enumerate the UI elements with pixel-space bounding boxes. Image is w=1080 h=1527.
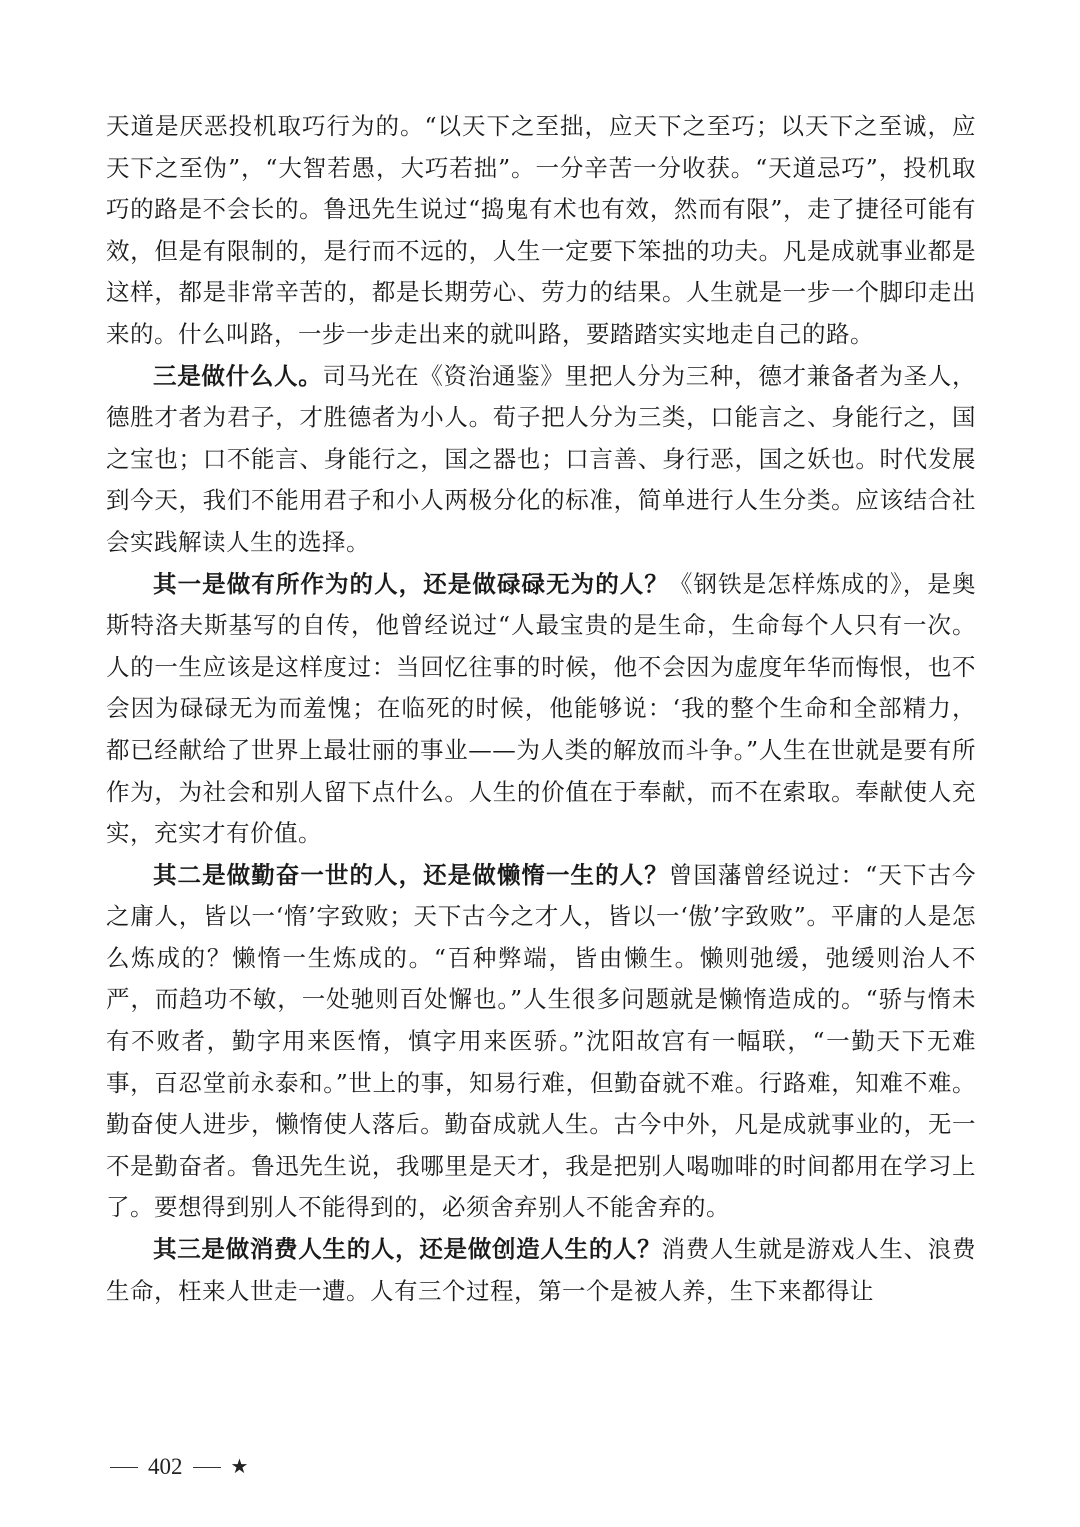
paragraph-text: 曾国藩曾经说过：“天下古今之庸人，皆以一‘惰’字致败；天下古今之才人，皆以一‘傲’字致败”。平庸的人是怎么炼成的？懒惰一生炼成的。“百种弊端，皆由懒生。懒则弛缓，弛缓则治人不严，而趋功不敏，一处驰则百处懈也。”人生很多问题就是懒惰造成的。“骄与惰未有不败者，勤字用来医惰，慎字用来医骄。”沈阳故宫有一幅联，“一勤天下无难事，百忍堂前永泰和。”世上的事，知易行难，但勤奋就不难。行路难，知难不难。勤奋使人进步，懒惰使人落后。勤奋成就人生。古今中外，凡是成就事业的，无一不是勤奋者。鲁迅先生说，我哪里是天才，我是把别人喝咖啡的时间都用在学习上了。要想得到别人不能得到的，必须舍弃别人不能舍弃的。 <box>106 860 977 1222</box>
paragraph-heading: 其二是做勤奋一世的人，还是做懒惰一生的人？ <box>153 860 669 889</box>
footer-dash-right <box>193 1467 221 1468</box>
paragraph-2 <box>106 356 976 564</box>
paragraph-1 <box>106 106 976 356</box>
paragraph-heading: 三是做什么人。 <box>153 361 323 390</box>
paragraph-text: 天道是厌恶投机取巧行为的。“以天下之至拙，应天下之至巧；以天下之至诚，应天下之至伪”，“大智若愚，大巧若拙”。一分辛苦一分收获。“天道忌巧”，投机取巧的路是不会长的。鲁迅先生说过“捣鬼有术也有效，然而有限”，走了捷径可能有效，但是有限制的，是行而不远的，人生一定要下笨拙的功夫。凡是成就事业都是这样，都是非常辛苦的，都是长期劳心、劳力的结果。人生就是一步一个脚印走出来的。什么叫路，一步一步走出来的就叫路，要踏踏实实地走自己的路。 <box>106 112 976 348</box>
paragraph-4 <box>106 855 976 1229</box>
body-text <box>106 106 976 1312</box>
paragraph-heading: 其一是做有所作为的人，还是做碌碌无为的人？ <box>153 569 669 598</box>
footer-dash-left <box>110 1467 138 1468</box>
paragraph-text: 司马光在《资治通鉴》里把人分为三种，德才兼备者为圣人，德胜才者为君子，才胜德者为小人。荀子把人分为三类，口能言之、身能行之，国之宝也；口不能言、身能行之，国之器也；口言善、身行恶，国之妖也。时代发展到今天，我们不能用君子和小人两极分化的标准，简单进行人生分类。应该结合社会实践解读人生的选择。 <box>106 361 977 556</box>
page-footer <box>110 1452 248 1482</box>
paragraph-text: 《钢铁是怎样炼成的》，是奥斯特洛夫斯基写的自传，他曾经说过“人最宝贵的是生命，生命每个人只有一次。人的一生应该是这样度过：当回忆往事的时候，他不会因为虚度年华而悔恨，也不会因为碌碌无为而羞愧；在临死的时候，他能够说：‘我的整个生命和全部精力，都已经献给了世界上最壮丽的事业——为人类的解放而斗争。”人生在世就是要有所作为，为社会和别人留下点什么。人生的价值在于奉献，而不在索取。奉献使人充实，充实才有价值。 <box>106 569 977 848</box>
paragraph-5 <box>106 1229 976 1312</box>
paragraph-text: 消费人生就是游戏人生、浪费生命，枉来人世走一遭。人有三个过程，第一个是被人养，生下来都得让 <box>106 1235 977 1305</box>
paragraph-heading: 其三是做消费人生的人，还是做创造人生的人？ <box>153 1235 662 1264</box>
star-icon: ★ <box>230 1456 249 1478</box>
page-number: 402 <box>148 1454 183 1479</box>
paragraph-3 <box>106 564 976 855</box>
